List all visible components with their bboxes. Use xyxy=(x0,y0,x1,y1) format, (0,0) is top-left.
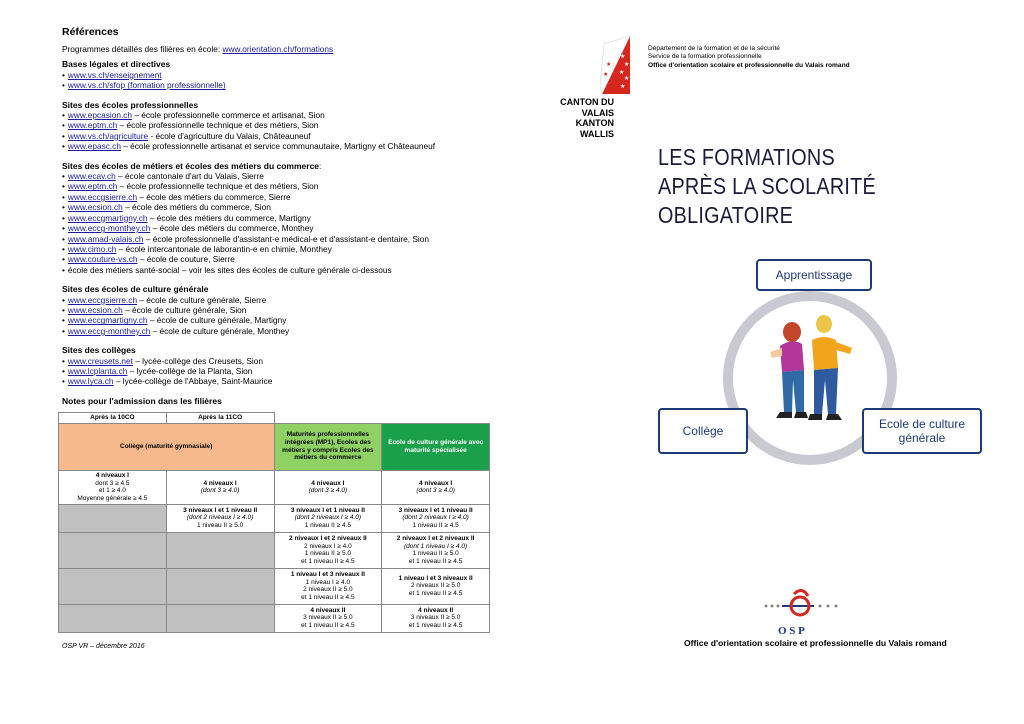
students-illustration xyxy=(762,310,857,430)
header-11co: Après la 11CO xyxy=(166,413,274,424)
cell xyxy=(166,470,274,504)
site-description: – école de culture générale, Martigny xyxy=(147,315,287,326)
site-description: – lycée-collège de la Planta, Sion xyxy=(127,365,253,376)
empty-cell xyxy=(59,604,167,632)
cell xyxy=(382,568,490,604)
site-link[interactable]: www.eccgmartigny.ch xyxy=(67,212,148,223)
list-item xyxy=(62,305,502,315)
cell-heading: 4 niveaux I xyxy=(95,471,129,479)
cell-line: et 1 niveau II ≥ 4.5 xyxy=(408,557,463,565)
cell-heading: 1 niveau I et 3 niveaux II xyxy=(398,574,473,582)
list-item xyxy=(62,223,502,233)
site-description: – école professionnelle commerce et artisanat, Sion xyxy=(132,110,325,121)
cell-heading: 4 niveaux I xyxy=(311,479,345,487)
site-description: – école intercantonale de laborantin-e en chimie, Monthey xyxy=(116,243,332,254)
cell-line: 2 niveaux II ≥ 5.0 xyxy=(410,582,461,590)
svg-text:★: ★ xyxy=(603,71,609,78)
site-link[interactable]: www.couture-vs.ch xyxy=(67,254,138,265)
svg-text:★: ★ xyxy=(619,69,625,76)
site-link[interactable]: www.cimo.ch xyxy=(67,243,117,254)
cell xyxy=(59,470,167,504)
cell-line: et 1 niveau II ≥ 4.5 xyxy=(408,621,463,629)
ecg-box: Ecole de culture générale xyxy=(862,408,982,454)
bases-list xyxy=(62,70,502,91)
svg-text:★: ★ xyxy=(606,61,612,68)
cell-line: (dont 2 niveaux I ≥ 4.0) xyxy=(402,514,469,522)
cell-heading: 3 niveaux I et 1 niveau II xyxy=(398,506,473,514)
site-link[interactable]: www.vs.ch/agriculture xyxy=(67,130,149,141)
cell-line: 1 niveau II ≥ 5.0 xyxy=(412,550,459,558)
cell-heading: 4 niveaux II xyxy=(418,606,454,614)
notes-title: Notes pour l'admission dans les filières xyxy=(62,395,222,406)
site-description: – école des métiers du commerce, Monthey xyxy=(150,223,314,234)
osp-logo xyxy=(758,588,854,640)
list-item xyxy=(62,131,502,141)
list-item xyxy=(62,366,502,376)
cell-line: 3 niveaux II ≥ 5.0 xyxy=(303,614,353,622)
site-link[interactable]: www.eptm.ch xyxy=(67,120,118,131)
metiers-title: Sites des écoles de métiers et écoles des métiers du commerce: xyxy=(62,160,322,171)
site-link[interactable]: www.ecsion.ch xyxy=(67,202,123,213)
cell xyxy=(274,568,382,604)
col-ecg: Ecole de culture générale avec maturité spécialisée xyxy=(382,423,490,470)
list-item xyxy=(62,265,502,275)
metiers-list xyxy=(62,171,502,275)
site-link[interactable]: www.eccgsierre.ch xyxy=(67,294,138,305)
site-link[interactable]: www.eccgmartigny.ch xyxy=(67,315,148,326)
valais-flag-logo xyxy=(598,36,638,94)
cell-line: et 1 niveau II ≥ 4.5 xyxy=(408,589,463,597)
cell-line: (dont 3 ≥ 4.0) xyxy=(200,487,240,495)
bases-title: Bases légales et directives xyxy=(62,59,171,70)
empty-cell xyxy=(59,504,167,532)
culture-title: Sites des écoles de culture générale xyxy=(62,284,209,295)
pro-list xyxy=(62,110,502,152)
cell-line: Moyenne générale ≥ 4.5 xyxy=(77,494,148,502)
footer-date: OSP VR – décembre 2016 xyxy=(62,643,145,650)
culture-list xyxy=(62,295,502,337)
site-link[interactable]: www.vs.ch/enseignement xyxy=(67,69,162,80)
osp-name: Office d'orientation scolaire et professionnelle du Valais romand xyxy=(684,638,947,648)
cell xyxy=(382,532,490,568)
empty-cell xyxy=(166,532,274,568)
cell-line: (dont 2 niveaux I ≥ 4.0) xyxy=(186,514,254,522)
cell-line: et 1 niveau II ≥ 4.5 xyxy=(301,593,355,601)
list-item xyxy=(62,181,502,191)
list-item xyxy=(62,326,502,336)
cell-line: 1 niveau II ≥ 5.0 xyxy=(304,550,351,558)
cell-line: 1 niveau I ≥ 4.0 xyxy=(305,578,351,586)
list-item xyxy=(62,213,502,223)
site-description: - école d'agriculture du Valais, Châteauneuf xyxy=(148,130,311,141)
cell-line: 2 niveaux I ≥ 4.0 xyxy=(304,542,352,550)
colleges-title: Sites des collèges xyxy=(62,345,136,356)
site-description: – école professionnelle technique et des métiers, Sion xyxy=(117,120,319,131)
site-description: – école de couture, Sierre xyxy=(137,254,235,265)
site-description: – école des métiers du commerce, Sion xyxy=(122,202,271,213)
site-description: – lycée-collège des Creusets, Sion xyxy=(132,355,263,366)
cell-line: (dont 3 ≥ 4.0) xyxy=(416,487,455,495)
site-description: – école de culture générale, Monthey xyxy=(150,325,290,336)
references-title: Références xyxy=(62,26,119,38)
empty-cell xyxy=(59,532,167,568)
svg-text:★: ★ xyxy=(620,83,626,90)
site-link[interactable]: www.eptm.ch xyxy=(67,181,118,192)
site-link[interactable]: www.vs.ch/sfop (formation professionnelle) xyxy=(67,80,226,91)
col-mp: Maturités professionnelles intégrées (MP1), Ecoles des métiers y compris Ecoles des métiers du commerce xyxy=(274,423,382,470)
svg-text:O S P: O S P xyxy=(778,625,805,637)
svg-text:★: ★ xyxy=(620,53,626,60)
list-item xyxy=(62,295,502,305)
list-item xyxy=(62,356,502,366)
cell-line: et 1 niveau II ≥ 4.5 xyxy=(301,621,355,629)
site-link[interactable]: www.eccgsierre.ch xyxy=(67,191,138,202)
cell-line: 1 niveau II ≥ 4.5 xyxy=(304,521,351,529)
cell xyxy=(274,504,382,532)
site-description: – école cantonale d'art du Valais, Sierre xyxy=(115,171,264,182)
programmes-link[interactable]: www.orientation.ch/formations xyxy=(222,44,334,54)
svg-text:★: ★ xyxy=(624,61,630,68)
site-description: – école professionnelle d'assistant-e médical-e et d'assistant-e dentaire, Sion xyxy=(143,233,429,244)
cell-heading: 4 niveaux II xyxy=(310,606,346,614)
cell xyxy=(166,504,274,532)
cell-line: dont 3 ≥ 4.5 xyxy=(95,479,130,487)
cell-line: 3 niveaux II ≥ 5.0 xyxy=(410,614,461,622)
header-10co: Après la 10CO xyxy=(59,413,167,424)
list-item xyxy=(62,315,502,325)
site-description: – école de culture générale, Sion xyxy=(122,304,247,315)
site-link[interactable]: www.creusets.net xyxy=(67,355,133,366)
list-item xyxy=(62,120,502,130)
list-item xyxy=(62,244,502,254)
cell-line: 1 niveau II ≥ 4.5 xyxy=(412,521,459,529)
site-link[interactable]: www.ecav.ch xyxy=(67,171,116,182)
cell-heading: 4 niveaux I xyxy=(419,479,453,487)
cell-heading: 4 niveaux I xyxy=(203,479,237,487)
college-box: Collège xyxy=(658,408,748,454)
apprentissage-box: Apprentissage xyxy=(756,259,872,291)
department-header: Département de la formation et de la sécurité Service de la formation professionnelle Office d'orientation scolaire et professionnelle du Valais romand xyxy=(648,45,850,69)
site-link[interactable]: www.ecsion.ch xyxy=(67,304,123,315)
cell-line: 1 niveau II ≥ 5.0 xyxy=(197,521,244,529)
pro-title: Sites des écoles professionnelles xyxy=(62,99,199,110)
cell xyxy=(382,604,490,632)
site-description: école des métiers santé-social – voir les sites des écoles de culture générale ci-dessous xyxy=(67,264,392,275)
site-description: – école des métiers du commerce, Sierre xyxy=(137,191,291,202)
list-item xyxy=(62,376,502,386)
canton-name: CANTON DU VALAIS KANTON WALLIS xyxy=(560,97,614,139)
site-description: – école de culture générale, Sierre xyxy=(137,294,267,305)
admission-table xyxy=(58,412,490,633)
cell-heading: 2 niveaux I et 2 niveaux II xyxy=(396,534,475,542)
cell xyxy=(274,532,382,568)
svg-text:★: ★ xyxy=(624,75,630,82)
cell-line: et 1 niveau II ≥ 4.5 xyxy=(301,557,355,565)
empty-cell xyxy=(166,604,274,632)
cell-heading: 2 niveaux I et 2 niveaux II xyxy=(289,534,367,542)
list-item xyxy=(62,141,502,151)
list-item xyxy=(62,192,502,202)
list-item xyxy=(62,171,502,181)
list-item xyxy=(62,110,502,120)
cell-heading: 1 niveau I et 3 niveaux II xyxy=(290,570,365,578)
list-item xyxy=(62,254,502,264)
site-link[interactable]: www.epasc.ch xyxy=(67,141,121,152)
site-link[interactable]: www.eccg-monthey.ch xyxy=(67,223,151,234)
empty-cell xyxy=(59,568,167,604)
site-description: – école professionnelle technique et des métiers, Sion xyxy=(117,181,319,192)
site-link[interactable]: www.lyca.ch xyxy=(67,376,114,387)
site-description: – lycée-collège de l'Abbaye, Saint-Maurice xyxy=(113,376,273,387)
list-item xyxy=(62,80,502,90)
programmes-line: Programmes détaillés des filières en école: www.orientation.ch/formations xyxy=(62,44,334,54)
cell xyxy=(274,470,382,504)
references-column xyxy=(62,26,502,406)
cell-line: (dont 1 niveau I ≥ 4.0) xyxy=(404,542,468,550)
cell-heading: 3 niveaux I et 1 niveau II xyxy=(290,506,365,514)
cell xyxy=(274,604,382,632)
empty-cell xyxy=(166,568,274,604)
cell xyxy=(382,504,490,532)
cell-line: (dont 3 ≥ 4.0) xyxy=(308,487,348,495)
cell-line: et 1 ≥ 4.0 xyxy=(98,487,126,495)
site-description: – école professionnelle artisanat et service communautaire, Martigny et Châteauneuf xyxy=(120,141,436,152)
page-title: LES FORMATIONS APRÈS LA SCOLARITÉ OBLIGATOIRE xyxy=(658,144,876,228)
site-link[interactable]: www.lcplanta.ch xyxy=(67,365,128,376)
cell xyxy=(382,470,490,504)
site-link[interactable]: www.epcasion.ch xyxy=(67,110,133,121)
site-description: – école des métiers du commerce, Martigny xyxy=(147,212,311,223)
col-college: Collège (maturité gymnasiale) xyxy=(59,423,275,470)
cell-line: (dont 2 niveaux I ≥ 4.0) xyxy=(294,514,362,522)
site-link[interactable]: www.amad-valais.ch xyxy=(67,233,144,244)
cell-line: 2 niveaux II ≥ 5.0 xyxy=(303,586,353,594)
list-item xyxy=(62,202,502,212)
list-item xyxy=(62,70,502,80)
colleges-list xyxy=(62,356,502,387)
list-item xyxy=(62,234,502,244)
site-link[interactable]: www.eccg-monthey.ch xyxy=(67,325,151,336)
svg-text:★: ★ xyxy=(607,79,613,86)
cell-heading: 3 niveaux I et 1 niveau II xyxy=(183,506,258,514)
